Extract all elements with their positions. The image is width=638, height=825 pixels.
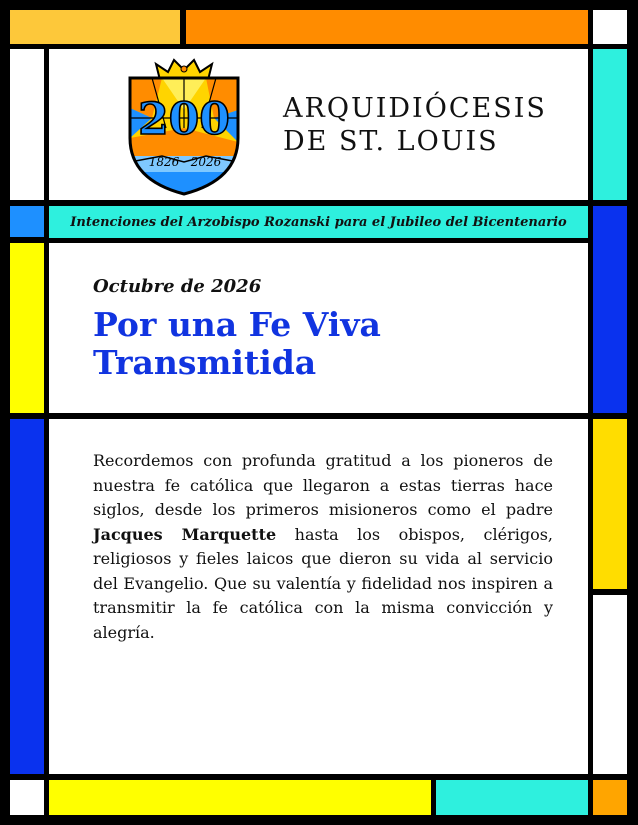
archdiocese-title <box>283 92 583 158</box>
intention-body <box>93 449 553 645</box>
seal-number: 200 <box>138 94 230 145</box>
tile-left-1 <box>10 49 44 200</box>
tile-left-2 <box>10 206 44 237</box>
tile-left-5 <box>10 780 44 815</box>
tile-right-4 <box>593 595 627 774</box>
body-text-part2: hasta los obispos, clérigos, religiosos y fieles laicos que dieron su vida al servicio del Evangelio. Que su valentía y fidelidad nos inspiren a transmitir la fe católica con la misma convicción y alegría. <box>93 524 554 642</box>
tile-top-center <box>186 10 588 44</box>
bicentennial-seal <box>122 58 246 198</box>
tile-right-2 <box>593 206 627 413</box>
org-title-line2: DE ST. LOUIS <box>283 126 499 157</box>
tile-left-4 <box>10 419 44 774</box>
intention-title-line1: Por una Fe Viva <box>93 305 381 344</box>
tile-left-3 <box>10 243 44 413</box>
intention-date: Octubre de 2026 <box>93 276 262 297</box>
body-text-part1: Recordemos con profunda gratitud a los pioneros de nuestra fe católica que llegaron a estas tierras hace siglos, desde los primeros misioneros como el padre <box>93 451 553 519</box>
banner-text: Intenciones del Arzobispo Rozanski para el Jubileo del Bicentenario <box>70 215 567 230</box>
intention-title <box>93 306 563 382</box>
tile-bottom-right <box>436 780 588 815</box>
intention-title-line2: Transmitida <box>93 343 317 382</box>
tile-bottom-left <box>49 780 431 815</box>
highlight-name: Jacques Marquette <box>93 524 277 544</box>
tile-right-3 <box>593 419 627 589</box>
seal-year-end: 2026 <box>190 155 222 169</box>
seal-year-start: 1826 <box>148 155 180 169</box>
org-title-line1: ARQUIDIÓCESIS <box>283 93 547 124</box>
tile-right-5 <box>593 780 627 815</box>
tile-right-1 <box>593 49 627 200</box>
tile-top-left <box>10 10 180 44</box>
tile-top-right <box>593 10 627 44</box>
